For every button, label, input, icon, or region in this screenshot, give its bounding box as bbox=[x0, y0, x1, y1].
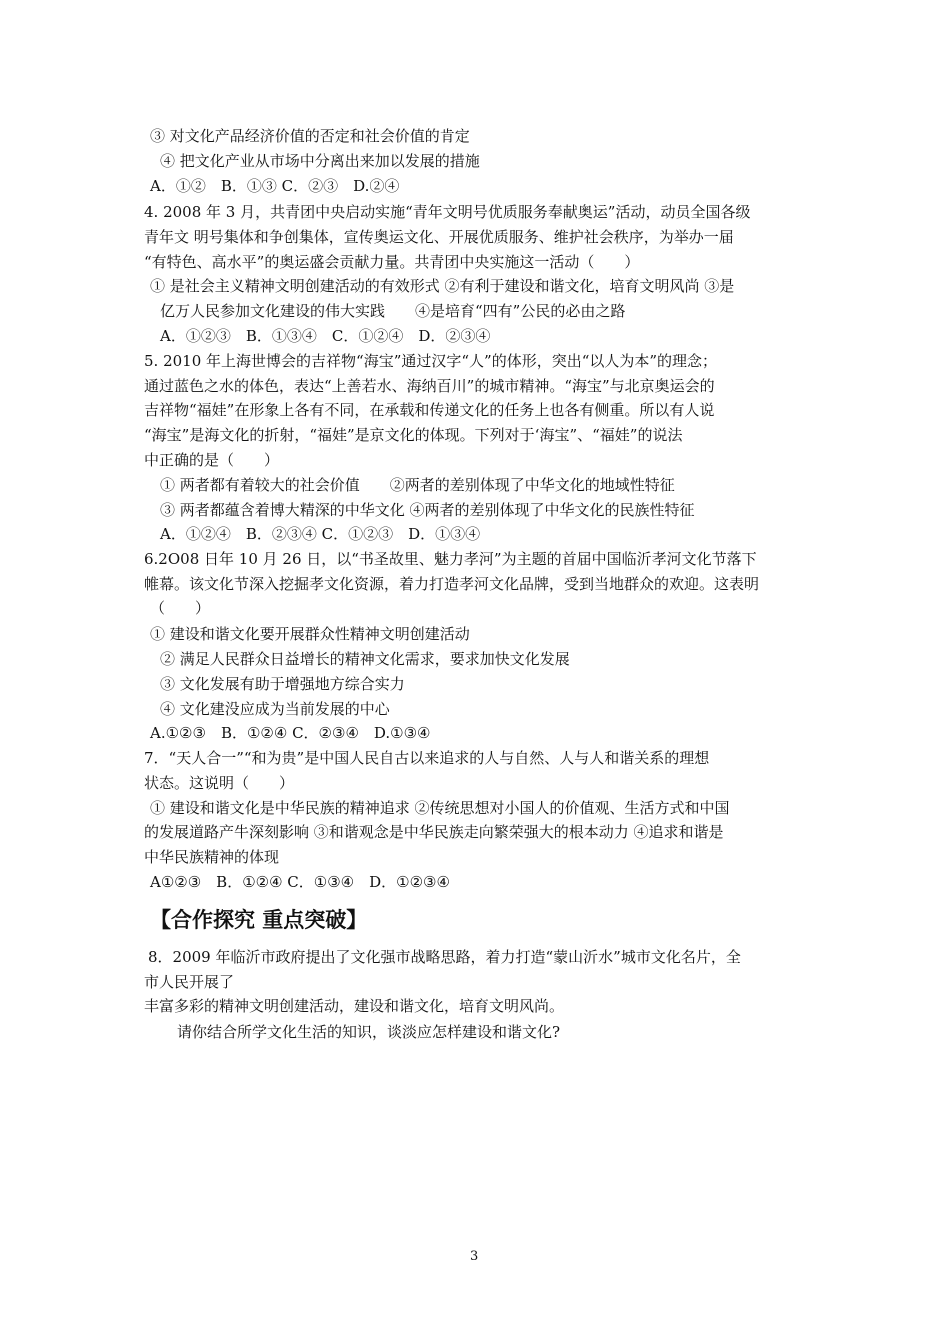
text-line: ① 建设和谐文化是中华民族的精神追求 ②传统思想对小国人的价值观、生活方式和中国 bbox=[150, 799, 730, 817]
section-heading: 【合作探究 重点突破】 bbox=[150, 908, 368, 932]
text-line: A.①②③ B．①②④ C．②③④ D.①③④ bbox=[150, 724, 431, 742]
text-line: ③ 对文化产品经济价值的否定和社会价值的肯定 bbox=[150, 127, 470, 145]
text-line: “海宝”是海文化的折射，“福娃”是京文化的体现。下列对于‘海宝”、“福娃”的说法 bbox=[144, 426, 683, 444]
text-line: 丰富多彩的精神文明创建活动，建设和谐文化，培育文明风尚。 bbox=[144, 997, 565, 1015]
text-line: ① 两者都有着较大的社会价值 ②两者的差别体现了中华文化的地域性特征 bbox=[160, 476, 675, 494]
text-line: “有特色、高水平”的奥运盛会贡献力量。共青团中央实施这一活动（ ） bbox=[144, 253, 640, 271]
text-line: 吉祥物“福娃”在形象上各有不同，在承载和传递文化的任务上也各有侧重。所以有人说 bbox=[144, 401, 715, 419]
text-line: A．①②④ B．②③④ C．①②③ D．①③④ bbox=[160, 525, 481, 543]
text-line: 6.2O08 日年 10 月 26 日，以“书圣故里、魅力孝河”为主题的首届中国临沂孝河文化节落下 bbox=[144, 550, 757, 568]
text-line: ④ 把文化产业从市场中分离出来加以发展的措施 bbox=[160, 152, 480, 170]
text-line: A．①② B．①③ C．②③ D.②④ bbox=[150, 177, 400, 195]
text-line: 状态。这说明（ ） bbox=[144, 774, 295, 792]
text-line: 请你结合所学文化生活的知识，谈淡应怎样建设和谐文化? bbox=[177, 1023, 561, 1041]
text-line: 中华民族精神的体现 bbox=[144, 848, 280, 866]
text-line: 8．2009 年临沂市政府提出了文化强市战略思路，着力打造“蒙山沂水”城市文化名片，全 bbox=[148, 948, 741, 966]
text-line: 中正确的是（ ） bbox=[144, 451, 280, 469]
text-line: 4. 2008 年 3 月，共青团中央启动实施“青年文明号优质服务奉献奥运”活动，动员全国各级 bbox=[144, 203, 751, 221]
text-line: 市人民开展了 bbox=[144, 973, 235, 991]
text-line: 7．“天人合一”“和为贵”是中国人民自古以来追求的人与自然、人与人和谐关系的理想 bbox=[144, 749, 710, 767]
text-line: 青年文 明号集体和争创集体，宣传奥运文化、开展优质服务、维护社会秩序，为举办一届 bbox=[144, 228, 734, 246]
text-line: ③ 两者都蕴含着博大精深的中华文化 ④两者的差别体现了中华文化的民族性特征 bbox=[160, 501, 695, 519]
text-line: 的发展道路产牛深刻影响 ③和谐观念是中华民族走向繁荣强大的根本动力 ④追求和谐是 bbox=[144, 823, 724, 841]
text-line: ④ 文化建没应成为当前发展的中心 bbox=[160, 700, 390, 718]
text-line: ① 是社会主义精神文明创建活动的有效形式 ②有利于建设和谐文化，培育文明风尚 ③是 bbox=[150, 277, 735, 295]
text-line: A．①②③ B．①③④ C．①②④ D．②③④ bbox=[160, 327, 491, 345]
text-line: （ ） bbox=[150, 599, 211, 617]
text-line: ① 建设和谐文化要开展群众性精神文明创建活动 bbox=[150, 625, 470, 643]
page-number: 3 bbox=[470, 1249, 479, 1264]
text-line: A①②③ B．①②④ C．①③④ D．①②③④ bbox=[150, 873, 450, 891]
text-line: 亿万人民参加文化建设的伟大实践 ④是培育“四有”公民的必由之路 bbox=[160, 302, 626, 320]
text-line: 通过蓝色之水的体色，表达“上善若水、海纳百川”的城市精神。“海宝”与北京奥运会的 bbox=[144, 377, 715, 395]
text-line: 帷幕。该文化节深入挖掘孝文化资源，着力打造孝河文化品牌，受到当地群众的欢迎。这表明 bbox=[144, 575, 760, 593]
text-line: ③ 文化发展有助于增强地方综合实力 bbox=[160, 675, 405, 693]
text-line: ② 满足人民群众日益增长的精神文化需求，要求加快文化发展 bbox=[160, 650, 570, 668]
text-line: 5. 2010 年上海世博会的吉祥物“海宝”通过汉字“人”的体形，突出“以人为本”的理念； bbox=[144, 352, 718, 370]
